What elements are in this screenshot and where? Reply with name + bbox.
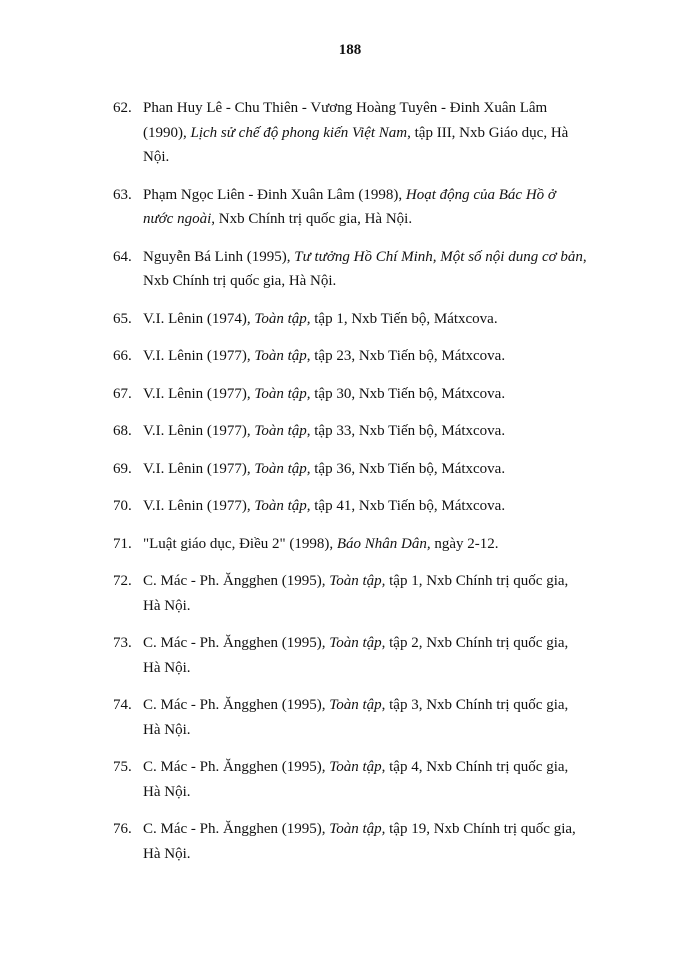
reference-item-62 [113,96,635,170]
reference-publisher: ngày 2-12. [430,535,499,552]
reference-publisher: , tập 23, Nxb Tiến bộ, Mátxcova. [306,348,506,364]
reference-authors: "Luật giáo dục, Điều 2" (1998), [143,535,337,552]
reference-title: Toàn tập, [329,573,386,589]
reference-item-65 [113,307,635,332]
reference-item-64 [113,245,635,294]
reference-authors: C. Mác - Ph. Ăngghen (1995), [143,573,330,589]
reference-item-71 [113,532,635,557]
reference-title: Toàn tập, [254,310,311,327]
reference-text [143,755,635,804]
reference-authors: Nguyễn Bá Linh (1995), [143,248,295,265]
reference-number: 67. [113,385,132,402]
reference-text [143,532,635,557]
reference-number: 63. [113,186,132,203]
reference-number: 62. [113,100,132,116]
reference-publisher: , tập 4, Nxb Chính trị quốc gia, [381,759,569,775]
reference-authors: C. Mác - Ph. Ăngghen (1995), [143,821,330,837]
reference-item-74 [113,693,635,742]
reference-authors: V.I. Lênin (1977), [143,460,255,477]
reference-item-68 [113,419,635,444]
reference-publisher: tập 19, Nxb Chính trị quốc gia, [385,821,576,837]
reference-title: Toàn tập [254,423,307,439]
reference-item-76 [113,817,635,866]
reference-title: Toàn tập, [254,385,311,402]
reference-number: 70. [113,498,132,514]
reference-number: 76. [113,821,132,837]
reference-text [143,817,635,866]
reference-text [143,457,635,482]
reference-authors: V.I. Lênin (1977), [143,385,255,402]
reference-publisher: Nxb Chính trị quốc gia, Hà Nội. [143,273,337,289]
reference-number: 71. [113,535,132,552]
reference-title: Toàn tập, [329,821,386,837]
reference-title-cont: nước ngoài [143,211,212,227]
reference-item-63 [113,183,635,232]
reference-text [143,419,635,444]
reference-text [143,245,635,294]
reference-item-73 [113,631,635,680]
reference-authors: V.I. Lênin (1977), [143,348,255,364]
reference-text [143,307,635,332]
reference-text [143,631,635,680]
reference-publisher: , tập 33, Nxb Tiến bộ, Mátxcova. [306,423,506,439]
reference-authors: C. Mác - Ph. Ăngghen (1995), [143,759,330,775]
reference-year: (1990), [143,124,191,141]
reference-publisher: tập 30, Nxb Tiến bộ, Mátxcova. [310,385,506,402]
reference-number: 75. [113,759,132,775]
reference-authors: V.I. Lênin (1977), [143,423,255,439]
reference-number: 73. [113,635,132,651]
reference-list [113,96,635,879]
reference-publisher: tập 1, Nxb Chính trị quốc gia, [385,573,569,589]
reference-punct: , [582,248,587,265]
reference-number: 72. [113,573,132,589]
reference-publisher: tập 36, Nxb Tiến bộ, Mátxcova. [310,460,506,477]
reference-number: 74. [113,697,132,713]
reference-place: Hà Nội. [143,659,191,676]
reference-title: Lịch sử chế độ phong kiến Việt Nam [190,124,408,141]
reference-title: Hoạt động của Bác Hồ ở [405,186,556,203]
reference-title: Báo Nhân Dân, [336,535,431,552]
reference-title: Tư tưởng Hồ Chí Minh, Một số nội dung cơ bản [294,248,583,265]
reference-number: 64. [113,248,132,265]
reference-authors: C. Mác - Ph. Ăngghen (1995), [143,635,330,651]
reference-authors: V.I. Lênin (1974), [143,310,255,327]
reference-publisher: tập 41, Nxb Tiến bộ, Mátxcova. [310,498,506,514]
reference-authors: Phạm Ngọc Liên - Đinh Xuân Lâm (1998), [143,186,406,203]
reference-title: Toàn tập [329,697,382,713]
reference-number: 69. [113,460,132,477]
reference-authors: Phan Huy Lê - Chu Thiên - Vương Hoàng Tuyên - Đinh Xuân Lâm [143,100,548,116]
reference-text [143,494,635,519]
reference-place: Hà Nội. [143,597,191,614]
reference-text [143,693,635,742]
reference-place: Hà Nội. [143,721,191,738]
reference-publisher: , tập 2, Nxb Chính trị quốc gia, [381,635,569,651]
reference-number: 65. [113,310,132,327]
reference-publisher: , Nxb Chính trị quốc gia, Hà Nội. [211,211,413,227]
reference-item-67 [113,382,635,407]
reference-title: Toàn tập [254,348,307,364]
reference-publisher: , tập III, Nxb Giáo dục, Hà [407,124,569,141]
reference-authors: C. Mác - Ph. Ăngghen (1995), [143,697,330,713]
reference-place: Hà Nội. [143,783,191,800]
reference-text [143,382,635,407]
reference-title: Toàn tập, [254,498,311,514]
reference-text [143,183,635,232]
reference-item-69 [113,457,635,482]
reference-title: Toàn tập [329,759,382,775]
reference-text [143,96,635,170]
reference-text [143,344,635,369]
reference-item-72 [113,569,635,618]
reference-number: 68. [113,423,132,439]
reference-item-75 [113,755,635,804]
reference-title: Toàn tập, [254,460,311,477]
page-number: 188 [338,42,362,58]
reference-item-70 [113,494,635,519]
reference-number: 66. [113,348,132,364]
reference-publisher: tập 1, Nxb Tiến bộ, Mátxcova. [310,310,498,327]
reference-text [143,569,635,618]
reference-place: Hà Nội. [143,845,191,862]
reference-title: Toàn tập [329,635,382,651]
reference-item-66 [113,344,635,369]
reference-place: Nội. [143,149,170,165]
reference-authors: V.I. Lênin (1977), [143,498,255,514]
reference-publisher: , tập 3, Nxb Chính trị quốc gia, [381,697,569,713]
